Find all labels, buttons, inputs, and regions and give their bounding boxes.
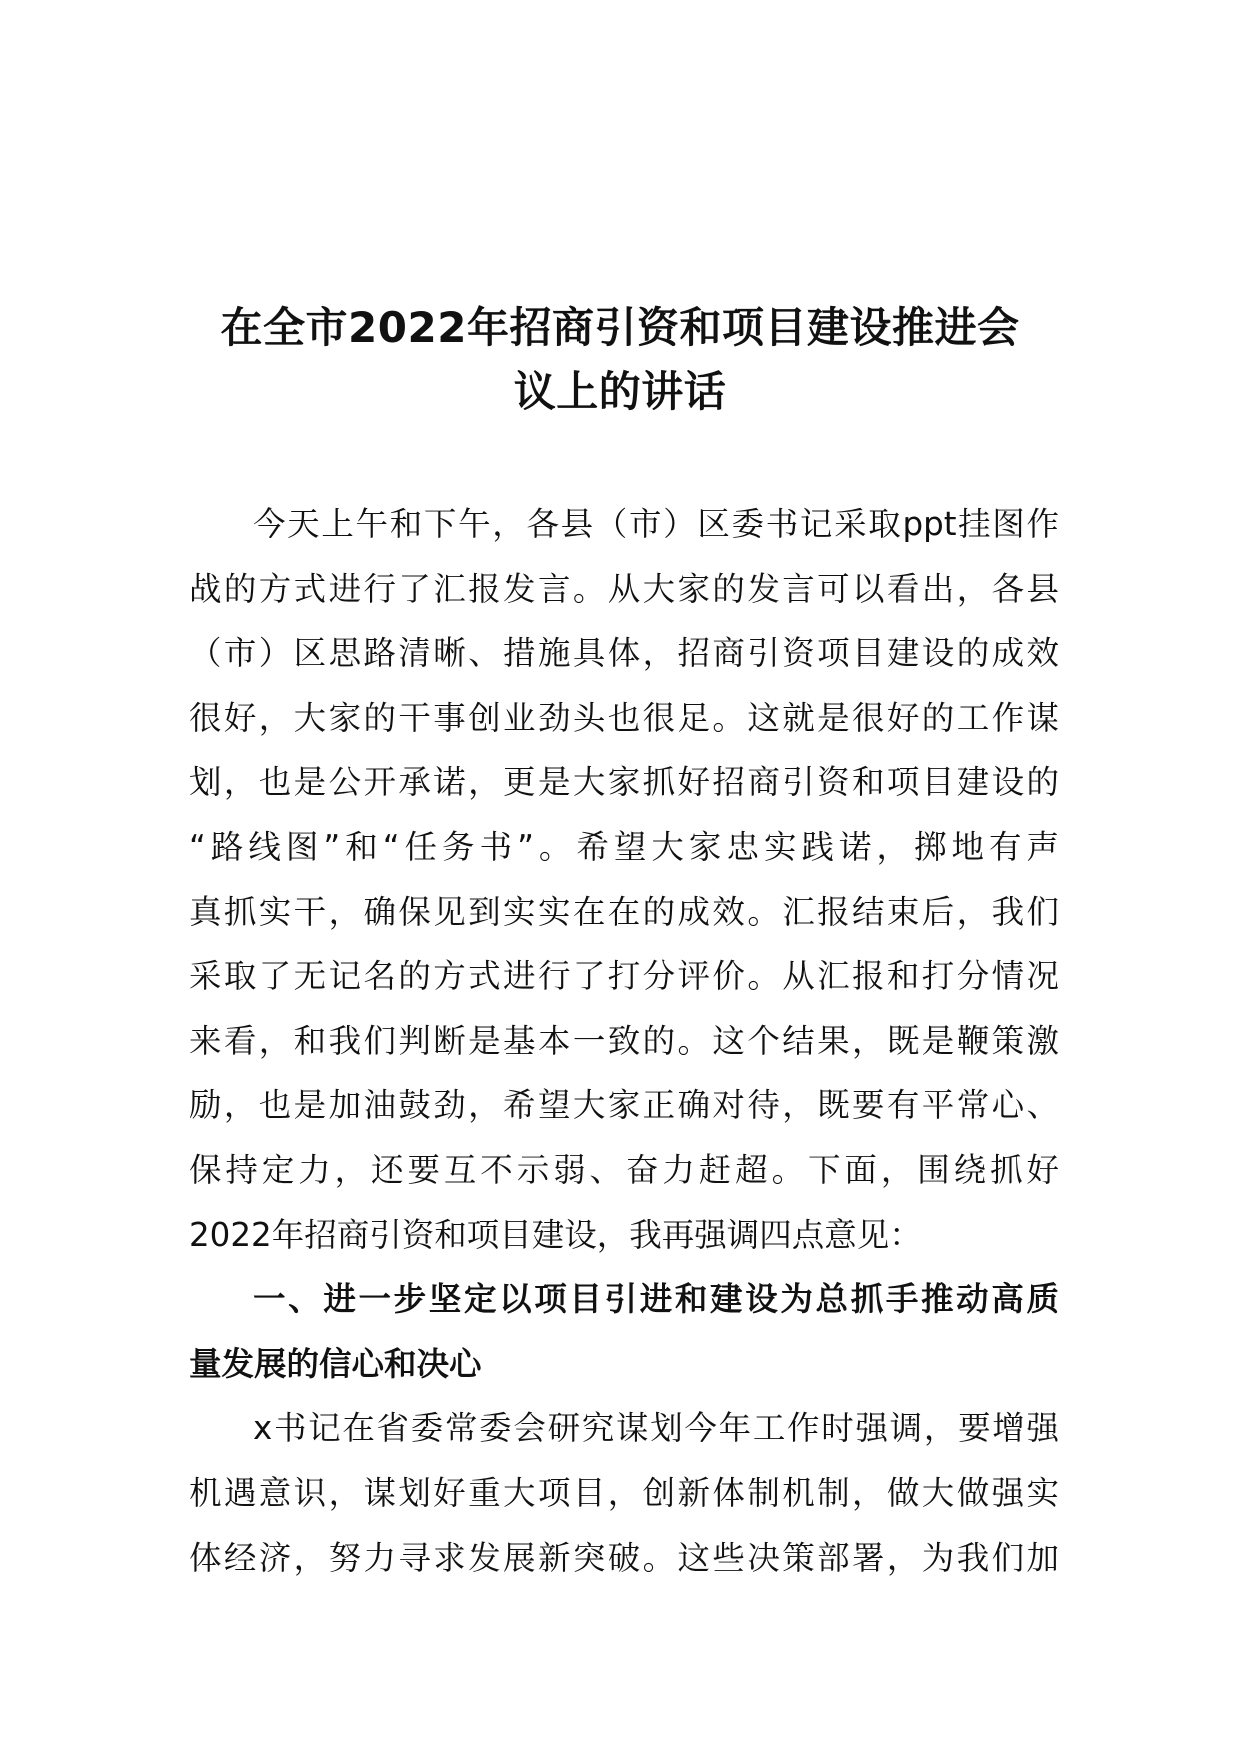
document-body (189, 492, 1059, 1590)
text-line: 保持定力，还要互不示弱、奋力赶超。下面，围绕抓好 (189, 1150, 1059, 1189)
paragraph-intro (189, 492, 1059, 1267)
section-heading-1 (189, 1267, 1059, 1396)
document-title (150, 296, 1090, 424)
text-line: 真抓实干，确保见到实实在在的成效。汇报结束后，我们 (189, 892, 1059, 931)
text-line: 体经济，努力寻求发展新突破。这些决策部署，为我们加 (189, 1538, 1059, 1577)
text-line: 采取了无记名的方式进行了打分评价。从汇报和打分情况 (189, 957, 1059, 996)
text-line: 励，也是加油鼓劲，希望大家正确对待，既要有平常心、 (189, 1086, 1059, 1125)
heading-line: 量发展的信心和决心 (189, 1344, 482, 1383)
text-line: “路线图”和“任务书”。希望大家忠实践诺，掷地有声 (189, 827, 1059, 866)
text-line: 2022年招商引资和项目建设，我再强调四点意见： (189, 1215, 922, 1254)
text-line: 今天上午和下午，各县（市）区委书记采取ppt挂图作 (253, 505, 1059, 543)
text-line: 来看，和我们判断是基本一致的。这个结果，既是鞭策激 (189, 1021, 1059, 1060)
paragraph-section-1 (189, 1396, 1059, 1590)
text-line: x书记在省委常委会研究谋划今年工作时强调，要增强 (253, 1409, 1059, 1448)
text-line: 划，也是公开承诺，更是大家抓好招商引资和项目建设的 (189, 763, 1059, 802)
text-line: 机遇意识，谋划好重大项目，创新体制机制，做大做强实 (189, 1473, 1059, 1512)
text-line: （市）区思路清晰、措施具体，招商引资项目建设的成效 (189, 634, 1059, 673)
heading-line: 一、进一步坚定以项目引进和建设为总抓手推动高质 (253, 1280, 1059, 1319)
title-line: 议上的讲话 (513, 367, 727, 416)
text-line: 很好，大家的干事创业劲头也很足。这就是很好的工作谋 (189, 698, 1059, 737)
title-line: 在全市2022年招商引资和项目建设推进会 (220, 303, 1020, 352)
text-line: 战的方式进行了汇报发言。从大家的发言可以看出，各县 (189, 569, 1059, 608)
